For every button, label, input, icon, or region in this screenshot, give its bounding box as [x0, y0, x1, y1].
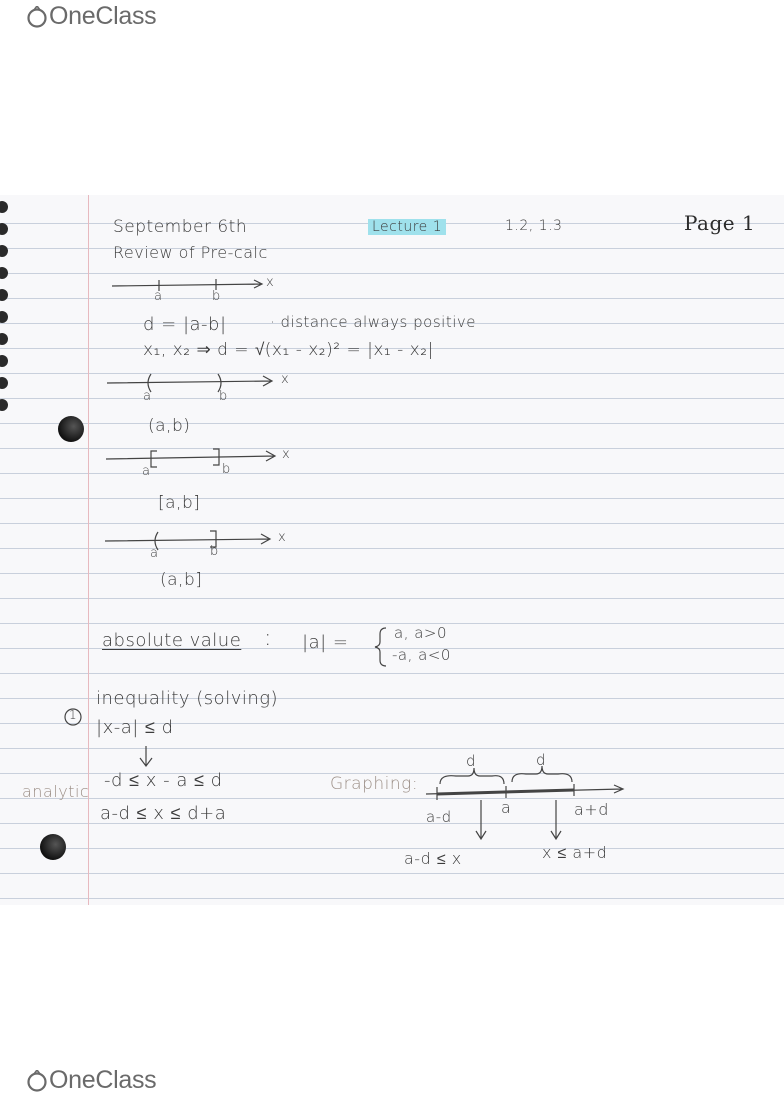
page-number: Page 1 — [684, 211, 756, 235]
section-numbers: 1.2, 1.3 — [505, 218, 563, 234]
absolute-value-case1: a, a>0 — [394, 624, 448, 642]
number-line-1 — [112, 280, 262, 288]
halfopen-label-x: x — [278, 530, 287, 545]
closed-label-b: b — [222, 462, 231, 477]
graphing-right-result: x ≤ a+d — [542, 843, 608, 862]
closed-interval-label: [a,b] — [158, 493, 201, 513]
closed-label-a: a — [142, 464, 151, 479]
inequality-heading: inequality (solving) — [96, 688, 279, 709]
distance-definition: d = |a-b| — [143, 314, 227, 335]
arrow-right-result — [551, 800, 561, 839]
cases-brace — [375, 628, 386, 666]
number-line-3 — [106, 451, 275, 461]
note-date: September 6th — [113, 217, 248, 237]
down-arrow — [140, 746, 152, 766]
inequality-expression: |x-a| ≤ d — [96, 717, 174, 738]
halfopen-label-a: a — [150, 546, 159, 561]
note-subtitle: Review of Pre-calc — [113, 243, 268, 262]
graphing-a: a — [501, 798, 512, 817]
open-label-a: a — [143, 389, 152, 404]
open-label-x: x — [281, 372, 290, 387]
halfopen-label-b: b — [210, 544, 219, 559]
graphing-d-right: d — [536, 751, 547, 769]
open-interval-label: (a,b) — [148, 416, 191, 436]
open-label-b: b — [219, 389, 228, 404]
oneclass-logo-bottom — [26, 1066, 156, 1095]
inequality-step-2: a-d ≤ x ≤ d+a — [100, 803, 227, 824]
analytic-label: analytic — [22, 782, 90, 801]
inequality-step-1: -d ≤ x - a ≤ d — [104, 770, 223, 791]
oneclass-logo-text: OneClass — [49, 2, 157, 30]
inequality-number: 1 — [69, 708, 78, 722]
graphing-a-plus-d: a+d — [574, 800, 609, 819]
distance-note: · distance always positive — [270, 313, 476, 331]
oneclass-logo-icon — [26, 1070, 48, 1092]
number-line-2 — [107, 376, 272, 386]
halfopen-interval-label: (a,b] — [160, 570, 203, 590]
absolute-value-lhs: |a| = — [302, 632, 349, 653]
line1-label-b: b — [212, 289, 221, 304]
graphing-left-result: a-d ≤ x — [404, 849, 462, 868]
absolute-value-heading: absolute value — [102, 630, 242, 651]
arrow-left-result — [476, 800, 486, 839]
graphing-d-left: d — [466, 752, 477, 770]
number-line-4 — [105, 534, 270, 544]
graphing-label: Graphing: — [330, 774, 419, 794]
absolute-value-case2: -a, a<0 — [392, 646, 451, 664]
lecture-highlight: Lecture 1 — [368, 219, 446, 235]
brace-left — [440, 768, 504, 784]
distance-formula: x₁, x₂ ⇒ d = √(x₁ - x₂)² = |x₁ - x₂| — [143, 340, 434, 360]
graphing-a-minus-d: a-d — [426, 808, 452, 826]
bracket-left-3 — [151, 451, 157, 467]
closed-label-x: x — [282, 447, 291, 462]
oneclass-logo-text: OneClass — [49, 1066, 157, 1094]
absolute-value-colon: : — [264, 626, 272, 651]
line1-label-a: a — [154, 289, 163, 304]
line1-label-x: x — [266, 275, 275, 290]
